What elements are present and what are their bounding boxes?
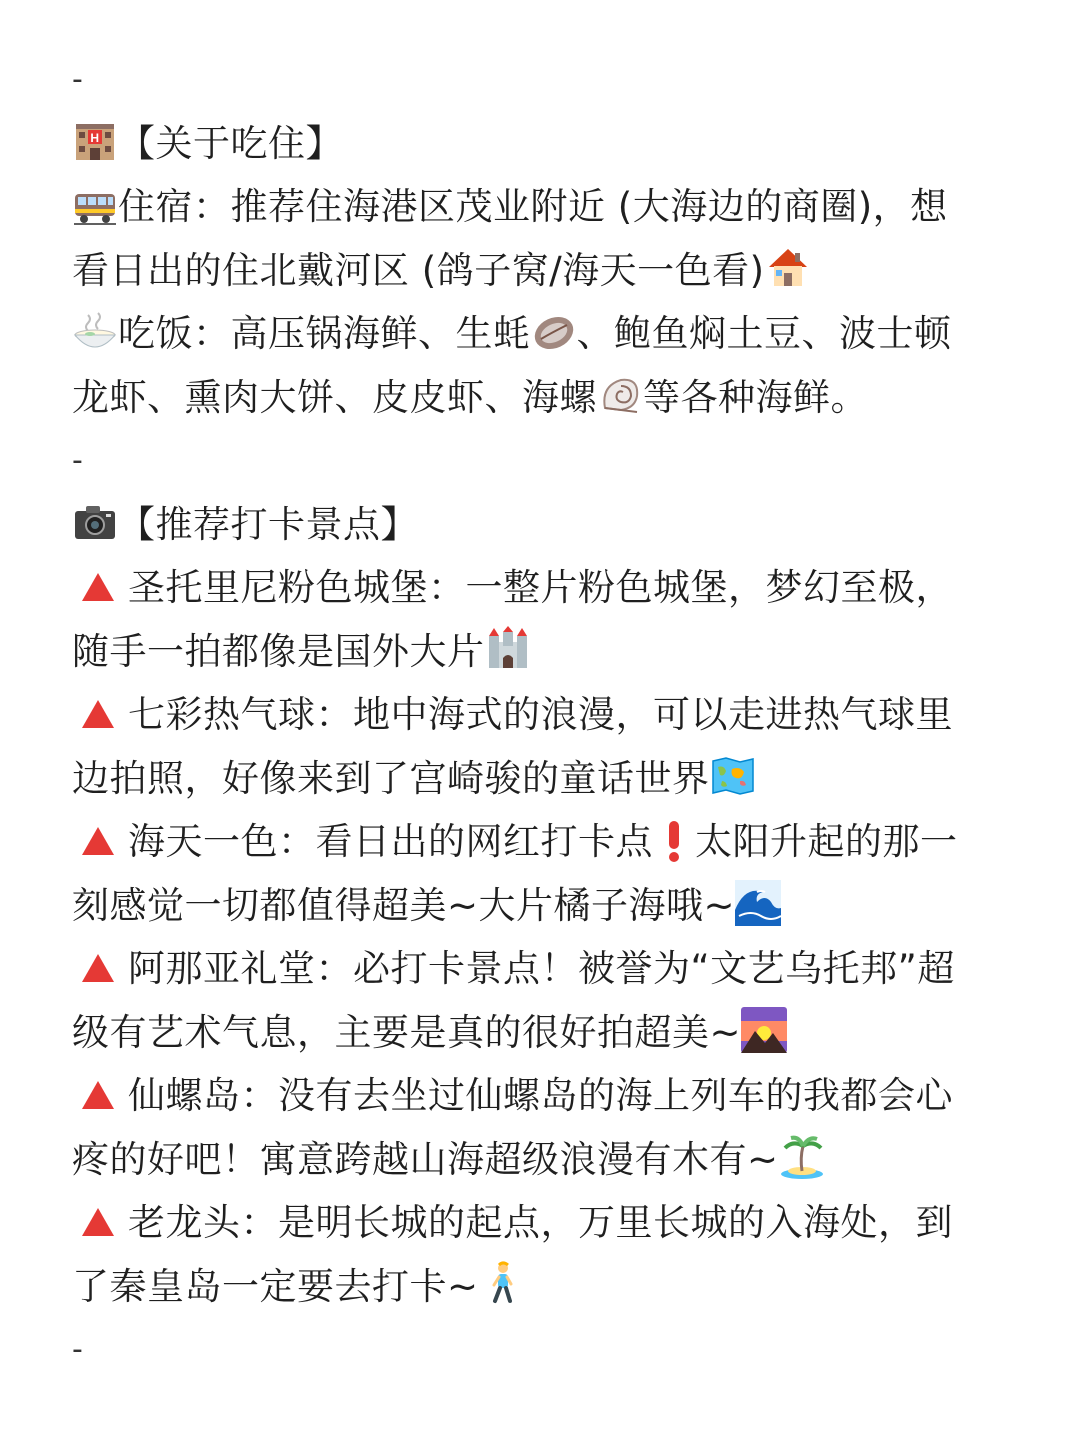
spot-3-text-1a: 海天一色：看日出的网红打卡点 bbox=[128, 820, 653, 863]
spot-2-line-1 bbox=[72, 683, 1022, 747]
spot-3-line-2 bbox=[72, 874, 1022, 938]
eat-text-2b: 等各种海鲜。 bbox=[643, 375, 868, 419]
separator: - bbox=[72, 1332, 84, 1367]
spot-6-line-2 bbox=[72, 1255, 1022, 1319]
red-triangle-icon bbox=[78, 694, 118, 734]
eat-text-2a: 龙虾、熏肉大饼、皮皮虾、海螺 bbox=[72, 375, 597, 419]
hotel-icon bbox=[72, 118, 118, 164]
red-triangle-icon bbox=[78, 821, 118, 861]
spot-3-line-1 bbox=[72, 810, 1022, 874]
spot-5-line-2 bbox=[72, 1128, 1022, 1192]
spot-3-text-1b: 太阳升起的那一 bbox=[695, 820, 958, 863]
food-section-title: 【关于吃住】 bbox=[118, 121, 343, 165]
spot-3-text-2: 刻感觉一切都值得超美~大片橘子海哦~ bbox=[72, 883, 736, 927]
spot-4-text-1: 阿那亚礼堂：必打卡景点！被誉为“文艺乌托邦”超 bbox=[128, 947, 955, 990]
castle-icon bbox=[485, 626, 531, 672]
stay-line-1 bbox=[72, 175, 1022, 239]
red-triangle-icon bbox=[78, 1075, 118, 1115]
spot-6-text-2: 了秦皇岛一定要去打卡~ bbox=[72, 1264, 479, 1308]
red-triangle-icon bbox=[78, 1202, 118, 1242]
separator: - bbox=[72, 62, 84, 97]
spot-4-line-1 bbox=[72, 937, 1022, 1001]
spot-1-line-1 bbox=[72, 556, 1022, 620]
spot-1-text-2: 随手一拍都像是国外大片 bbox=[72, 629, 485, 673]
spot-2-text-1: 七彩热气球：地中海式的浪漫，可以走进热气球里 bbox=[128, 693, 953, 736]
spot-2-text-2: 边拍照，好像来到了宫崎骏的童话世界 bbox=[72, 756, 710, 800]
spot-4-line-2 bbox=[72, 1001, 1022, 1065]
eat-text-1a: 吃饭：高压锅海鲜、生蚝 bbox=[118, 312, 531, 355]
spots-section-title: 【推荐打卡景点】 bbox=[118, 502, 418, 546]
spot-1-line-2 bbox=[72, 620, 1022, 684]
spot-1-text-1: 圣托里尼粉色城堡：一整片粉色城堡，梦幻至极， bbox=[128, 566, 953, 609]
food-section-header bbox=[72, 112, 1022, 176]
person-walking-icon bbox=[479, 1261, 525, 1307]
spot-5-line-1 bbox=[72, 1064, 1022, 1128]
spots-section-header bbox=[72, 493, 1022, 557]
spot-5-text-2: 疼的好吧！寓意跨越山海超级浪漫有木有~ bbox=[72, 1137, 779, 1181]
eat-text-1b: 、鲍鱼焖土豆、波士顿 bbox=[576, 312, 952, 355]
red-triangle-icon bbox=[78, 948, 118, 988]
spot-2-line-2 bbox=[72, 747, 1022, 811]
spot-4-text-2: 级有艺术气息，主要是真的很好拍超美~ bbox=[72, 1010, 742, 1054]
spot-6-text-1: 老龙头：是明长城的起点，万里长城的入海处，到 bbox=[128, 1201, 953, 1244]
sunrise-over-mountains-icon bbox=[741, 1007, 787, 1053]
svg-text:H: H bbox=[90, 131, 100, 145]
world-map-icon bbox=[710, 753, 756, 799]
eat-line-2 bbox=[72, 366, 1022, 430]
spot-5-text-1: 仙螺岛：没有去坐过仙螺岛的海上列车的我都会心 bbox=[128, 1074, 953, 1117]
note-content bbox=[72, 48, 1022, 1382]
stay-text-1: 住宿：推荐住海港区茂业附近 (大海边的商圈)，想 bbox=[118, 185, 948, 228]
water-wave-icon bbox=[735, 880, 781, 926]
spiral-shell-icon bbox=[597, 372, 643, 418]
spot-6-line-1 bbox=[72, 1191, 1022, 1255]
camera-icon bbox=[72, 499, 118, 545]
tram-icon bbox=[72, 182, 118, 228]
separator: - bbox=[72, 443, 84, 478]
desert-island-icon bbox=[779, 1134, 825, 1180]
red-exclamation-icon bbox=[659, 817, 689, 863]
stay-line-2 bbox=[72, 239, 1022, 303]
steaming-bowl-icon bbox=[72, 309, 118, 355]
eat-line-1 bbox=[72, 302, 1022, 366]
stay-text-2: 看日出的住北戴河区 (鸽子窝/海天一色看) bbox=[72, 248, 765, 292]
oyster-icon bbox=[531, 309, 577, 355]
house-icon bbox=[765, 245, 811, 291]
red-triangle-icon bbox=[78, 567, 118, 607]
